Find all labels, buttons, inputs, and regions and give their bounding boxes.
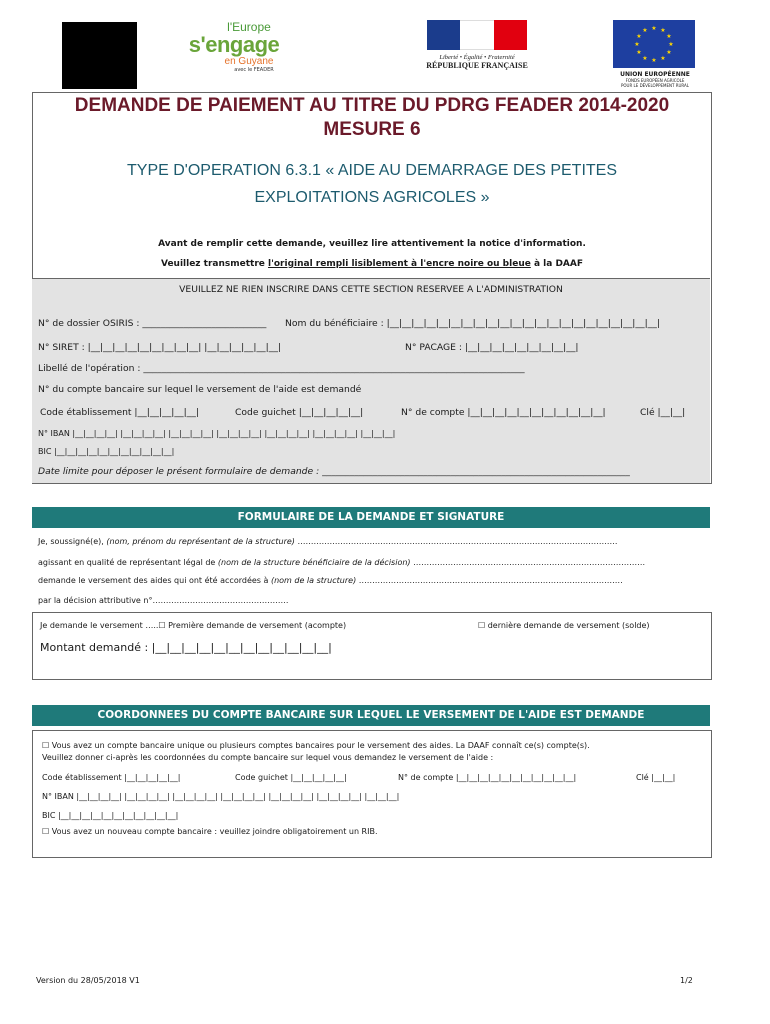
svg-text:★: ★ xyxy=(660,27,666,34)
notice-underlined: l'original rempli lisiblement à l'encre noire ou bleue xyxy=(268,259,531,269)
title-line: DEMANDE DE PAIEMENT AU TITRE DU PDRG FEADER 2014-2020 xyxy=(74,95,670,116)
svg-text:★: ★ xyxy=(651,57,657,64)
option-compte-connu-note: Veuillez donner ci-après les coordonnées du compte bancaire sur lequel vous demandez le versement de l'aide : xyxy=(42,753,494,762)
fill-dots: …………………………………………………………………………… xyxy=(410,558,646,567)
eu-flag-icon xyxy=(613,20,695,68)
coordonnees-header: COORDONNEES DU COMPTE BANCAIRE SUR LEQUEL LE VERSEMENT DE L'AIDE EST DEMANDE xyxy=(32,705,710,726)
svg-text:★: ★ xyxy=(636,33,642,40)
rf-name: RÉPUBLIQUE FRANÇAISE xyxy=(426,61,528,70)
code-etablissement-field[interactable]: Code établissement |__|__|__|__|__| xyxy=(40,407,199,418)
date-limite-field: Date limite pour déposer le présent formulaire de demande : ___________________________________________________________________ xyxy=(38,466,630,477)
code-guichet-field[interactable]: Code guichet |__|__|__|__|__| xyxy=(235,407,364,418)
version-text: Version du 28/05/2018 V1 xyxy=(36,976,140,985)
logo-text: l'Europe xyxy=(227,20,271,34)
subtitle-line: TYPE D'OPERATION 6.3.1 « AIDE AU DEMARRAGE DES PETITES xyxy=(127,162,617,179)
notice-text: Avant de remplir cette demande, veuillez lire attentivement la notice d'information. xyxy=(158,239,586,249)
iban-field[interactable]: N° IBAN |__|__|__|__| |__|__|__|__| |__|__|__|__| |__|__|__|__| |__|__|__|__| |__|__|__|__| |__|__|__| xyxy=(38,429,396,438)
svg-text:★: ★ xyxy=(651,25,657,32)
osiris-field[interactable]: N° de dossier OSIRIS : ___________________________ xyxy=(38,318,267,329)
logo-text: avec le FEADER xyxy=(234,67,274,73)
union-europeenne-logo xyxy=(613,20,697,100)
pacage-field[interactable]: N° PACAGE : |__|__|__|__|__|__|__|__|__| xyxy=(405,342,579,353)
label-italic: (nom, prénom du représentant de la structure) xyxy=(106,537,295,546)
option-compte-connu xyxy=(42,741,702,750)
svg-text:★: ★ xyxy=(666,33,672,40)
svg-text:★: ★ xyxy=(660,55,666,62)
rf-motto: Liberté • Égalité • Fraternité xyxy=(439,54,515,61)
label: demande le versement des aides qui ont été accordées à xyxy=(38,576,271,585)
bic-field[interactable]: BIC |__|__|__|__|__|__|__|__|__|__|__| xyxy=(42,811,179,820)
page-number: 1/2 xyxy=(680,976,693,985)
beneficiaire-field[interactable]: Nom du bénéficiaire : |__|__|__|__|__|__|__|__|__|__|__|__|__|__|__|__|__|__|__|__|__|__| xyxy=(285,318,660,329)
agissant-line[interactable] xyxy=(38,558,645,567)
svg-text:★: ★ xyxy=(642,27,648,34)
europe-sengage-logo xyxy=(184,20,284,80)
fill-dots: ………………………………………………………………………………………………………… xyxy=(294,537,618,546)
label: agissant en qualité de représentant légal de xyxy=(38,558,218,567)
svg-text:★: ★ xyxy=(642,55,648,62)
document-title xyxy=(32,94,712,142)
option-nouveau-compte xyxy=(42,827,378,836)
cle-field[interactable]: Clé |__|__| xyxy=(640,407,686,418)
numero-compte-field[interactable]: N° de compte |__|__|__|__|__|__|__|__|__|__|__| xyxy=(401,407,606,418)
notice-pre: Veuillez transmettre xyxy=(160,259,269,269)
formulaire-header: FORMULAIRE DE LA DEMANDE ET SIGNATURE xyxy=(32,507,710,528)
ue-sub: FONDS EUROPÉEN AGRICOLE xyxy=(625,78,685,83)
checkbox-derniere[interactable]: ☐ xyxy=(478,621,486,630)
svg-text:★: ★ xyxy=(636,49,642,56)
siret-field[interactable]: N° SIRET : |__|__|__|__|__|__|__|__|__| |__|__|__|__|__|__| xyxy=(38,342,282,353)
checkbox-compte-connu[interactable]: ☐ xyxy=(42,741,50,750)
notice-transmit xyxy=(32,259,712,269)
label: Vous avez un nouveau compte bancaire : veuillez joindre obligatoirement un RIB. xyxy=(49,827,378,836)
versement-choice xyxy=(40,621,346,630)
operation-type xyxy=(32,157,712,211)
logo-text: en Guyane xyxy=(224,56,274,67)
redacted-logo-block xyxy=(62,22,137,89)
label: Je demande le versement ….. xyxy=(40,621,159,630)
label-italic: (nom de la structure) xyxy=(270,576,357,585)
compte-title: N° du compte bancaire sur lequel le versement de l'aide est demandé xyxy=(38,384,362,395)
svg-text:★: ★ xyxy=(668,41,674,48)
numero-compte-field[interactable]: N° de compte |__|__|__|__|__|__|__|__|__|__|__| xyxy=(398,773,577,782)
code-guichet-field[interactable]: Code guichet |__|__|__|__|__| xyxy=(235,773,347,782)
bic-field[interactable]: BIC |__|__|__|__|__|__|__|__|__|__|__| xyxy=(38,447,175,456)
notice-post: à la DAAF xyxy=(530,259,584,269)
republique-francaise-logo xyxy=(425,20,529,82)
subtitle-line: EXPLOITATIONS AGRICOLES » xyxy=(254,189,490,206)
label: dernière demande de versement (solde) xyxy=(485,621,650,630)
soussigne-line[interactable] xyxy=(38,537,617,546)
cle-field[interactable]: Clé |__|__| xyxy=(636,773,676,782)
fill-dots: ……………………………………………………………………………………… xyxy=(356,576,623,585)
label: Première demande de versement (acompte) xyxy=(165,621,347,630)
french-flag-icon xyxy=(427,20,527,50)
label-italic: (nom de la structure bénéficiaire de la décision) xyxy=(217,558,411,567)
logo-text: s'engage xyxy=(188,32,280,57)
label: Vous avez un compte bancaire unique ou plusieurs comptes bancaires pour le versement des aides. La DAAF connaît ce(s) compte(s). xyxy=(49,741,590,750)
checkbox-premiere[interactable]: ☐ xyxy=(158,621,166,630)
title-line: MESURE 6 xyxy=(323,119,421,140)
admin-header: VEUILLEZ NE RIEN INSCRIRE DANS CETTE SECTION RESERVEE A L'ADMINISTRATION xyxy=(179,284,563,295)
svg-text:★: ★ xyxy=(634,41,640,48)
libelle-field[interactable]: Libellé de l'opération : ___________________________________________________________________________________ xyxy=(38,363,525,374)
code-etablissement-field[interactable]: Code établissement |__|__|__|__|__| xyxy=(42,773,181,782)
iban-field[interactable]: N° IBAN |__|__|__|__| |__|__|__|__| |__|__|__|__| |__|__|__|__| |__|__|__|__| |__|__|__|__| |__|__|__| xyxy=(42,792,400,801)
decision-line[interactable]: par la décision attributive n°…………………………………………… xyxy=(38,596,289,605)
ue-name: UNION EUROPÉENNE xyxy=(620,71,690,78)
versement-choice-2 xyxy=(478,621,650,630)
montant-field[interactable]: Montant demandé : |__|__|__|__|__|__|__|__|__|__|__|__| xyxy=(40,641,332,654)
checkbox-nouveau-compte[interactable]: ☐ xyxy=(42,827,50,836)
label: Je, soussigné(e), xyxy=(38,537,107,546)
demande-line[interactable] xyxy=(38,576,623,585)
svg-text:★: ★ xyxy=(666,49,672,56)
ue-sub: POUR LE DÉVELOPPEMENT RURAL xyxy=(621,83,689,88)
